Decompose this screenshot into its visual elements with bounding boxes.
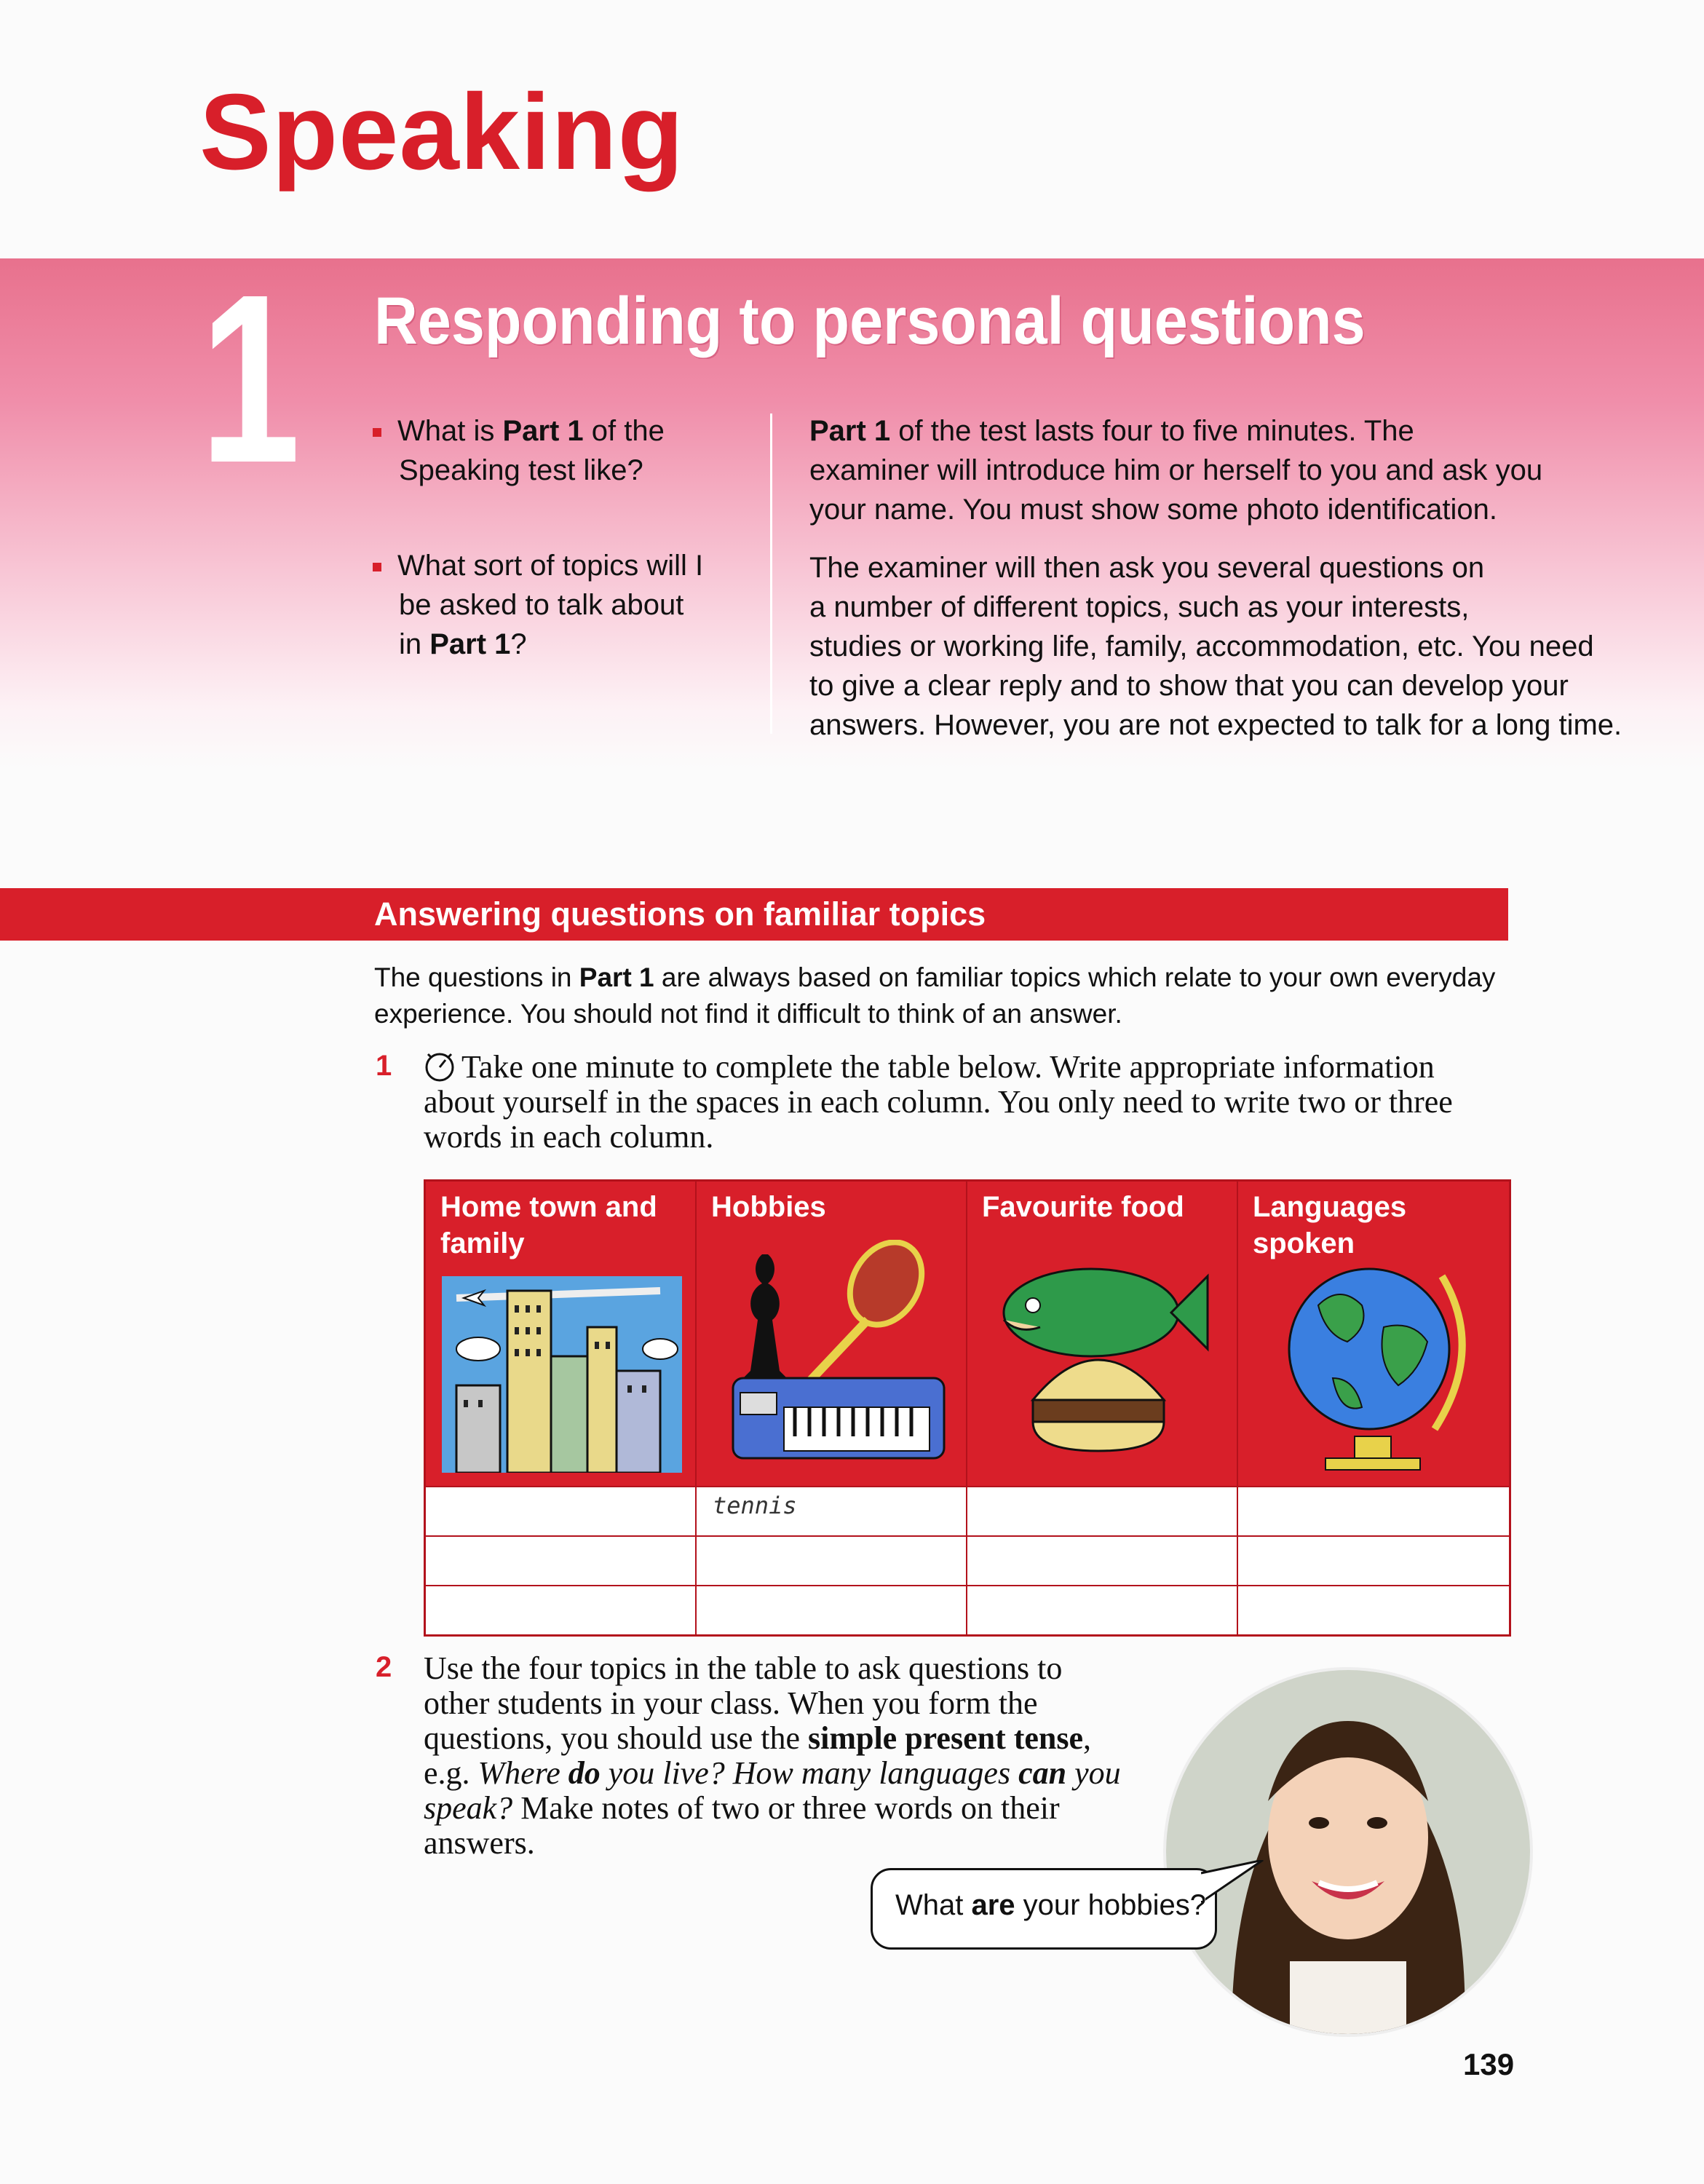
column-header-languages: Languages spoken [1238,1182,1509,1486]
table-cell[interactable] [697,1586,966,1633]
bullet-question: What sort of topics will I be asked to talk about in Part 1? [373,546,751,664]
table-cell[interactable] [426,1586,695,1633]
subsection-heading: Answering questions on familiar topics [374,895,986,933]
globe-icon [1275,1247,1486,1480]
column-header-hobbies: Hobbies [697,1182,966,1486]
table-cell[interactable] [426,1537,695,1583]
clock-icon [424,1051,456,1083]
intro-paragraph: The examiner will then ask you several questions on a number of different topics, such as your interests, studies or working life, family, accommodation, etc. You need to give a clear reply and to show that you can develop your answers. However, you are not expected to talk for a long time. [809,552,1622,741]
topics-table [424,1179,1511,1637]
city-skyline-icon [442,1276,682,1473]
intro-paragraph: Part 1 of the test lasts four to five minutes. The examiner will introduce him or herself to you and ask you your name. You must show some photo identification. [809,415,1543,526]
chess-tennis-keyboard-icon [718,1240,951,1473]
table-cell[interactable] [967,1586,1237,1633]
table-cell[interactable] [1238,1537,1507,1583]
unit-title: Responding to personal questions [374,284,1366,358]
page-number: 139 [1463,2047,1515,2081]
task-instructions: Take one minute to complete the table below. Write appropriate information about yourself in the spaces in each column. You only need to write two or three words in each column. [424,1049,1453,1155]
task-instructions: Use the four topics in the table to ask questions to other students in your class. When you form the questions, you should use the simple present tense, e.g. Where do you live? How many languages can you speak? Make notes of two or three words on their answers. [424,1650,1121,1861]
bullet-icon [373,428,381,437]
table-cell[interactable] [697,1537,966,1583]
bullet-question: What is Part 1 of the Speaking test like? [373,411,751,490]
table-cell[interactable] [1238,1586,1507,1633]
fish-burger-icon [982,1254,1222,1473]
table-cell[interactable] [1238,1487,1507,1534]
table-cell[interactable]: tennis [713,1492,797,1519]
column-header-food: Favourite food [967,1182,1237,1486]
student-photo [1163,1667,1533,2037]
table-cell[interactable] [426,1487,695,1534]
column-header-hometown: Home town and family [426,1182,695,1486]
table-cell[interactable] [967,1487,1237,1534]
column-divider [770,414,772,734]
speech-bubble-text: What are your hobbies? [895,1889,1206,1921]
unit-number: 1 [200,244,301,513]
section-title: Speaking [199,72,684,192]
bullet-icon [373,563,381,571]
task-number: 1 [376,1050,392,1082]
table-cell[interactable] [967,1537,1237,1583]
subsection-lead: The questions in Part 1 are always based on familiar topics which relate to your own everyday experience. You should not find it difficult to think of an answer. [374,962,1496,1029]
speech-bubble-tail [1201,1860,1267,1911]
task-number: 2 [376,1651,392,1683]
